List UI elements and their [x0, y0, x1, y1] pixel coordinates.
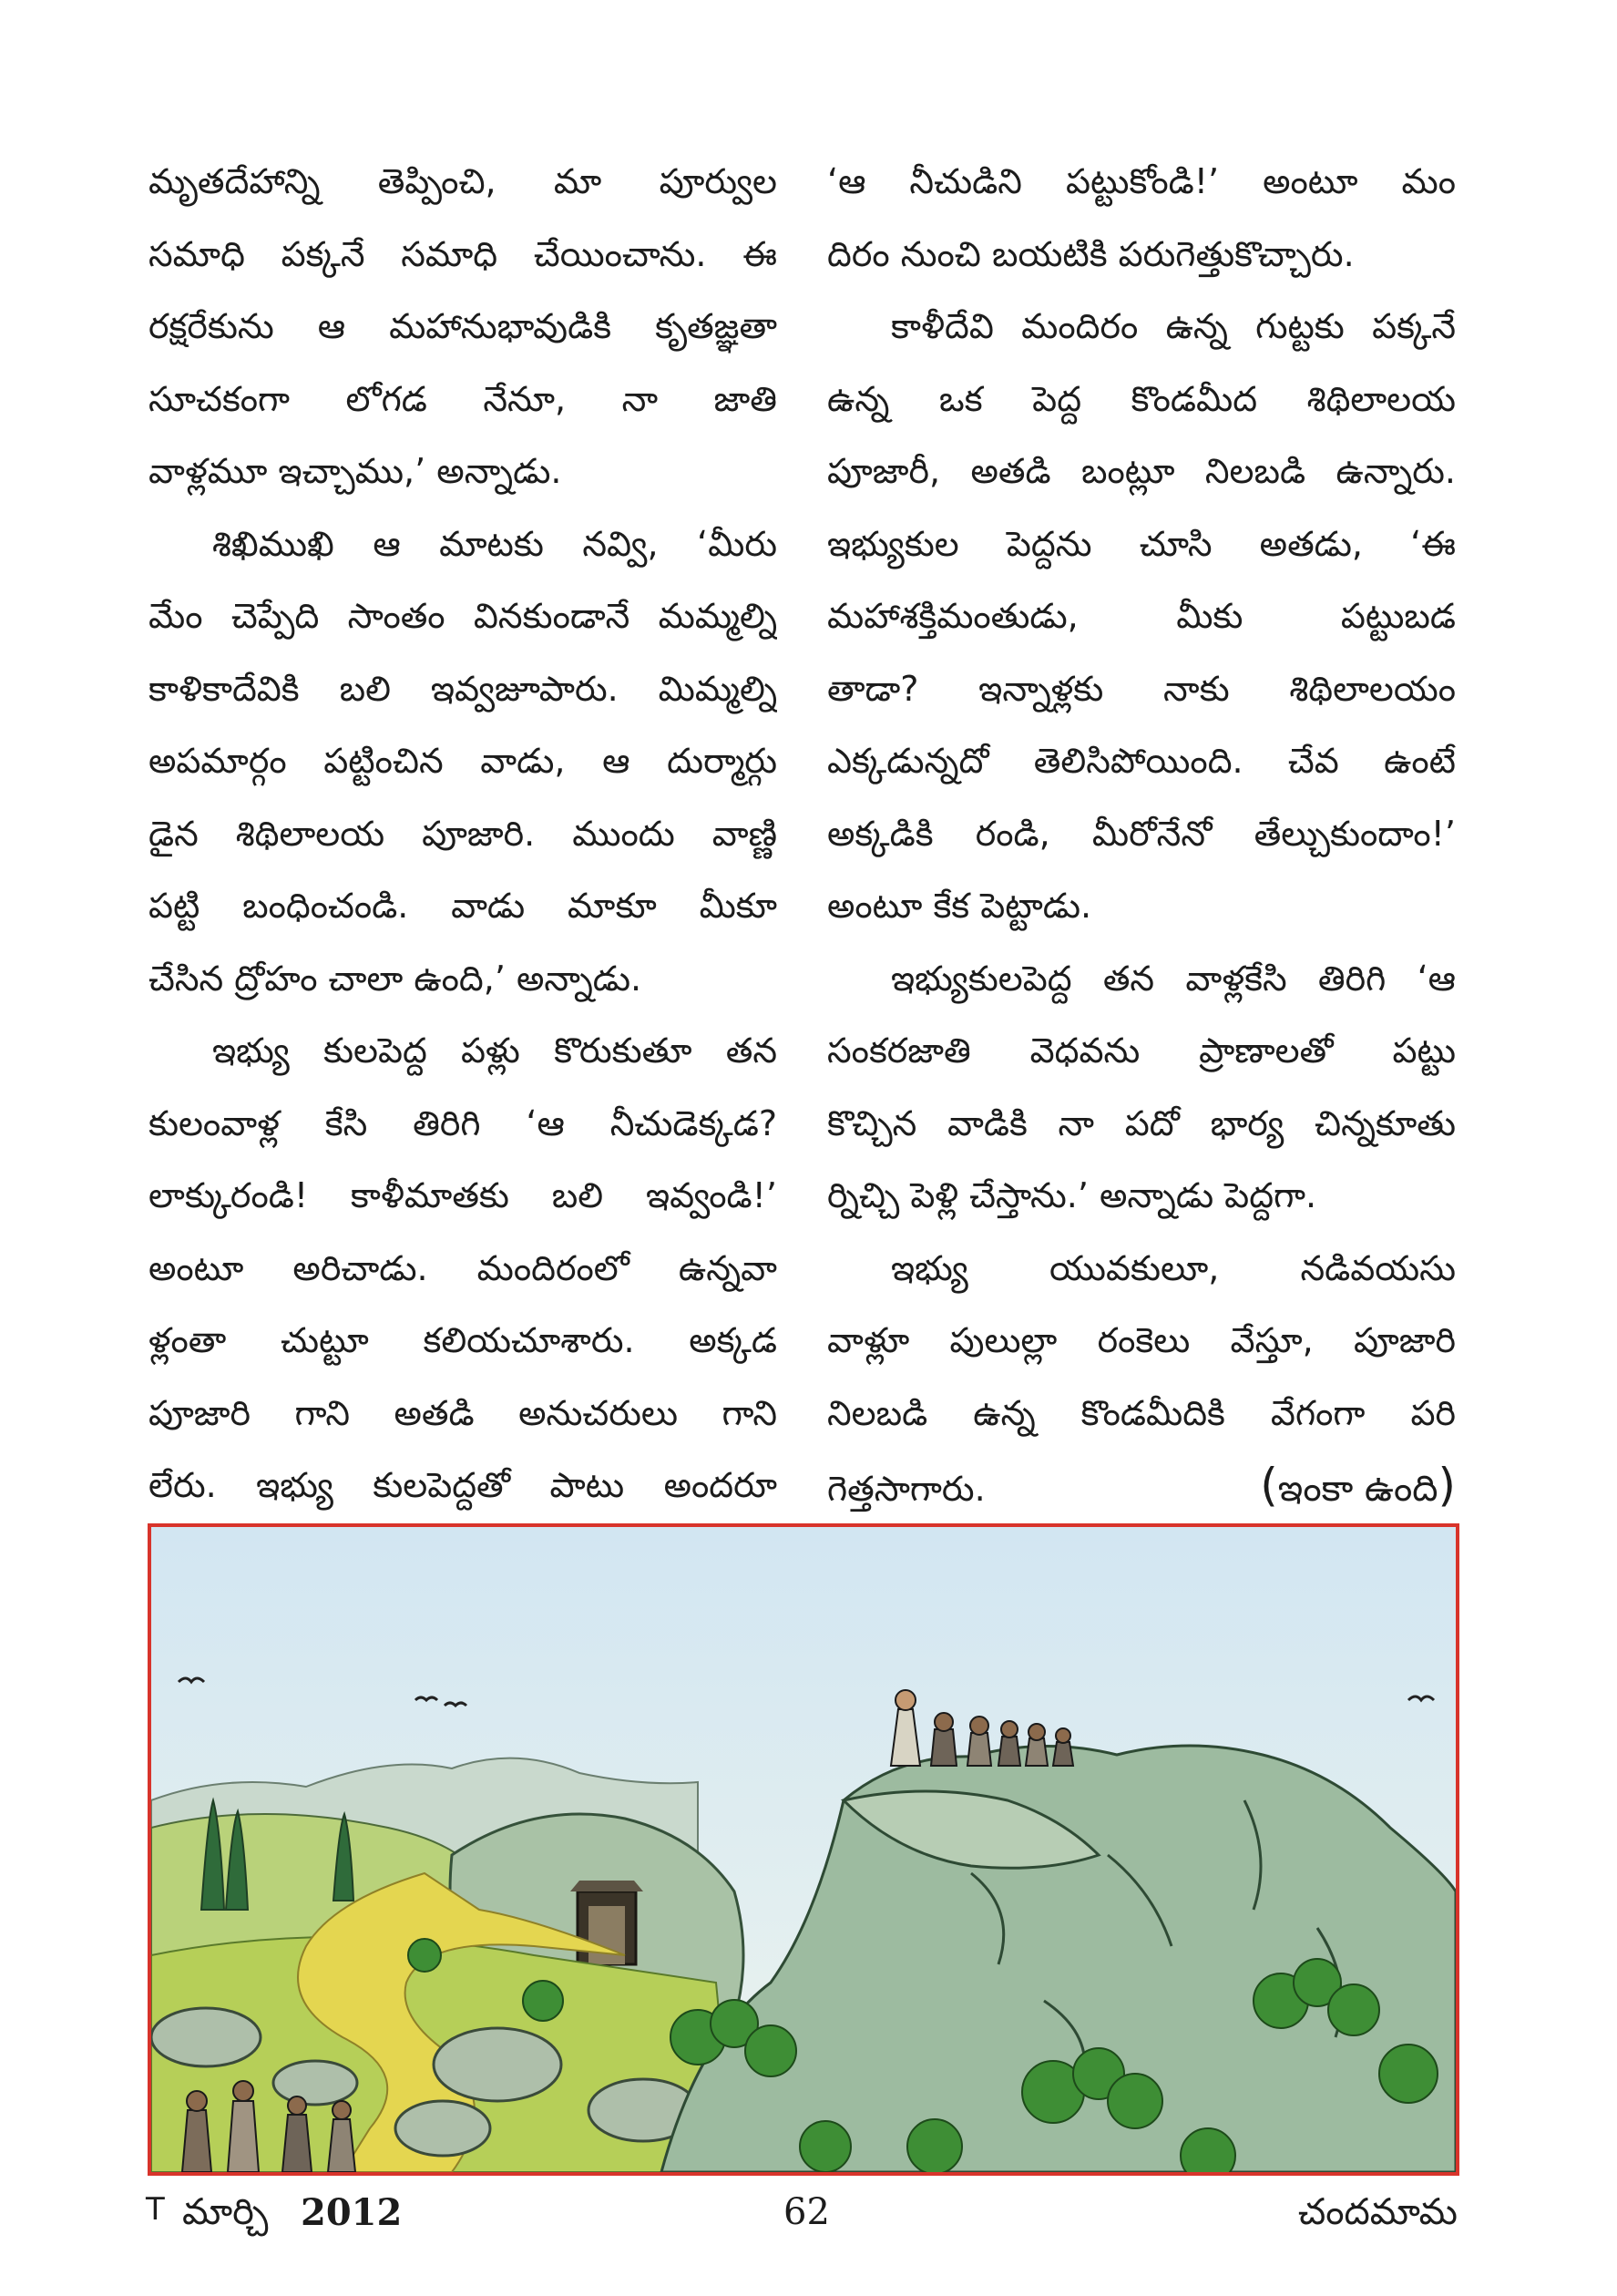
magazine-name: చందమామ — [1297, 2191, 1458, 2233]
text-line: పూజారి గాని అతడి అనుచరులు గాని — [148, 1392, 777, 1433]
text-line: అంటూ కేక పెట్టాడు. — [827, 886, 1092, 926]
paragraph-start-line: ఇభ్యుకులపెద్ద తన వాళ్లకేసి తిరిగి ‘ఆ — [891, 958, 1456, 999]
text-line: ఇభ్యుకుల పెద్దను చూసి అతడు, ‘ఈ — [827, 523, 1456, 564]
paragraph-start-line: ఇభ్యు యువకులూ, నడివయసు — [891, 1247, 1456, 1288]
text-line: కొచ్చిన వాడికి నా పదో భార్య చిన్నకూతు — [827, 1102, 1456, 1143]
text-line: ళ్లంతా చుట్టూ కలియచూశారు. అక్కడ — [148, 1320, 777, 1360]
text-line: మహాశక్తిమంతుడు, మీకు పట్టుబడ — [827, 596, 1456, 636]
text-line: ఎక్కడున్నదో తెలిసిపోయింది. చేవ ఉంటే — [827, 741, 1456, 781]
landscape-scene — [151, 1527, 1456, 2172]
issue-year: 2012 — [301, 2191, 403, 2234]
page-number: 62 — [783, 2191, 830, 2233]
text-line: మేం చెప్పేది సాంతం వినకుండానే మమ్మల్ని — [148, 596, 777, 636]
paragraph-start-line: కాళీదేవి మందిరం ఉన్న గుట్టకు పక్కనే — [891, 306, 1456, 346]
text-line: మృతదేహాన్ని తెప్పించి, మా పూర్వుల — [148, 161, 777, 201]
article-left-column — [148, 146, 777, 1522]
text-line: సంకరజాతి వెధవను ప్రాణాలతో పట్టు — [827, 1030, 1456, 1071]
text-line: ర్నిచ్చి పెళ్లి చేస్తాను.’ అన్నాడు పెద్దగా. — [827, 1175, 1317, 1215]
article-right-column — [827, 146, 1456, 1526]
text-line: అక్కడికి రండి, మీరోనేనో తేల్చుకుందాం!’ — [827, 813, 1456, 854]
text-line: అపమార్గం పట్టించిన వాడు, ఆ దుర్మార్గు — [148, 741, 777, 781]
page-footer — [146, 2191, 1458, 2246]
text-line: నిలబడి ఉన్న కొండమీదికి వేగంగా పరి — [827, 1392, 1456, 1433]
footer-mark: T — [146, 2191, 165, 2228]
text-line: సమాధి పక్కనే సమాధి చేయించాను. ఈ — [148, 233, 777, 274]
to-be-continued-text: ఇంకా ఉంది — [1277, 1468, 1438, 1510]
text-line: సూచకంగా లోగడ నేనూ, నా జాతి — [148, 378, 777, 419]
text-line: రక్షరేకును ఆ మహానుభావుడికి కృతజ్ఞతా — [148, 306, 777, 346]
text-line: దిరం నుంచి బయటికి పరుగెత్తుకొచ్చారు. — [827, 233, 1355, 274]
issue-month: మార్చి — [182, 2191, 269, 2233]
to-be-continued-note: (ఇంకా ఉంది) — [1260, 1459, 1456, 1512]
text-line: లాక్కురండి! కాళీమాతకు బలి ఇవ్వండి!’ — [148, 1175, 777, 1215]
text-line: ఉన్న ఒక పెద్ద కొండమీద శిథిలాలయ — [827, 378, 1456, 419]
text-line: కాళికాదేవికి బలి ఇవ్వజూపారు. మిమ్మల్ని — [148, 668, 777, 709]
text-line: ‘ఆ నీచుడిని పట్టుకోండి!’ అంటూ మం — [827, 161, 1456, 201]
text-line: డైన శిథిలాలయ పూజారి. ముందు వాణ్ణి — [148, 813, 777, 854]
text-line: తాడా? ఇన్నాళ్లకు నాకు శిథిలాలయం — [827, 668, 1456, 709]
text-line: వాళ్లమూ ఇచ్చాము,’ అన్నాడు. — [148, 451, 562, 491]
text-line: పట్టి బంధించండి. వాడు మాకూ మీకూ — [148, 886, 777, 926]
text-line: కులంవాళ్ల కేసి తిరిగి ‘ఆ నీచుడెక్కడ? — [148, 1102, 777, 1143]
final-line-row — [827, 1450, 1456, 1526]
text-line: వాళ్లూ పులుల్లా రంకెలు వేస్తూ, పూజారి — [827, 1320, 1456, 1360]
text-line: పూజారీ, అతడి బంట్లూ నిలబడి ఉన్నారు. — [827, 451, 1456, 491]
text-line: అంటూ అరిచాడు. మందిరంలో ఉన్నవా — [148, 1247, 777, 1288]
text-line: గెత్తసాగారు. — [827, 1469, 986, 1509]
story-illustration — [148, 1523, 1459, 2176]
paragraph-start-line: శిఖిముఖి ఆ మాటకు నవ్వి, ‘మీరు — [212, 523, 777, 564]
text-line: చేసిన ద్రోహం చాలా ఉంది,’ అన్నాడు. — [148, 958, 642, 999]
paragraph-start-line: ఇభ్యు కులపెద్ద పళ్లు కొరుకుతూ తన — [212, 1030, 777, 1071]
text-line: లేరు. ఇభ్యు కులపెద్దతో పాటు అందరూ — [148, 1465, 777, 1505]
